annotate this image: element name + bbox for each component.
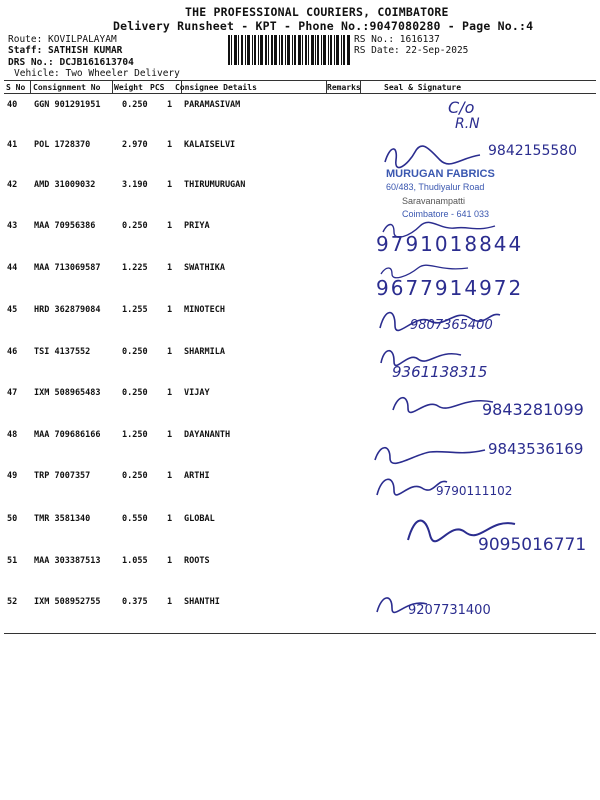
signature-48-scribble (370, 440, 490, 470)
cell-weight: 0.250 (122, 100, 148, 110)
cell-pcs: 1 (167, 263, 173, 273)
col-header-remarks: Remarks (327, 83, 361, 92)
col-divider (112, 80, 113, 93)
cell-consignment: MAA 713069587 (34, 263, 101, 273)
cell-pcs: 1 (167, 140, 173, 150)
cell-consignment: AMD 31009032 (34, 180, 96, 190)
table-row (0, 96, 600, 136)
cell-sno: 40 (7, 100, 18, 110)
col-header-consignee: Consignee Details (175, 83, 257, 92)
staff-label: Staff: SATHISH KUMAR (8, 45, 123, 56)
cell-sno: 42 (7, 180, 18, 190)
col-header-pcs: PCS (150, 83, 165, 92)
signature-40-initials: R.N (455, 116, 480, 132)
phone-52: 9207731400 (408, 603, 491, 618)
rs-number: RS No.: 1616137 (354, 34, 440, 45)
cell-weight: 1.225 (122, 263, 148, 273)
cell-consignment: TMR 3581340 (34, 514, 91, 524)
cell-pcs: 1 (167, 388, 173, 398)
signature-40: C/o (448, 98, 475, 117)
cell-consignment: HRD 362879084 (34, 305, 101, 315)
runsheet-subtitle: Delivery Runsheet - KPT - Phone No.:9047080280 - Page No.:4 (113, 19, 534, 33)
cell-consignment: IXM 508965483 (34, 388, 101, 398)
phone-46: 9361138315 (392, 363, 488, 381)
cell-pcs: 1 (167, 514, 173, 524)
table-row (0, 343, 600, 383)
cell-sno: 45 (7, 305, 18, 315)
cell-sno: 46 (7, 347, 18, 357)
col-divider (30, 80, 31, 93)
cell-pcs: 1 (167, 556, 173, 566)
stamp-line: 60/483, Thudiyalur Road (386, 182, 485, 192)
phone-49: 9790111102 (436, 484, 513, 498)
table-header-rule (4, 93, 596, 94)
cell-pcs: 1 (167, 180, 173, 190)
cell-consignment: TSI 4137552 (34, 347, 91, 357)
cell-sno: 51 (7, 556, 18, 566)
col-header-consignment: Consignment No (33, 83, 101, 92)
cell-consignee: PRIYA (184, 221, 210, 231)
cell-consignee: THIRUMURUGAN (184, 180, 246, 190)
col-header-sno: S No (6, 83, 26, 92)
cell-pcs: 1 (167, 471, 173, 481)
phone-43: 9791018844 (376, 232, 524, 256)
cell-weight: 1.255 (122, 305, 148, 315)
company-title: THE PROFESSIONAL COURIERS, COIMBATORE (185, 5, 449, 19)
cell-weight: 3.190 (122, 180, 148, 190)
col-header-weight: Weight (114, 83, 143, 92)
cell-weight: 2.970 (122, 140, 148, 150)
phone-41: 9842155580 (488, 143, 578, 159)
cell-consignment: TRP 7007357 (34, 471, 91, 481)
table-row (0, 301, 600, 341)
cell-weight: 0.375 (122, 597, 148, 607)
cell-consignee: PARAMASIVAM (184, 100, 241, 110)
phone-45: 9807365400 (410, 318, 493, 333)
cell-consignment: POL 1728370 (34, 140, 91, 150)
phone-48: 9843536169 (488, 440, 584, 458)
signature-41-scribble (380, 140, 490, 170)
cell-pcs: 1 (167, 430, 173, 440)
cell-consignee: SWATHIKA (184, 263, 225, 273)
cell-sno: 43 (7, 221, 18, 231)
cell-weight: 1.055 (122, 556, 148, 566)
cell-pcs: 1 (167, 347, 173, 357)
cell-sno: 48 (7, 430, 18, 440)
vehicle-label: Vehicle: Two Wheeler Delivery (14, 68, 180, 79)
cell-consignee: MINOTECH (184, 305, 225, 315)
cell-pcs: 1 (167, 597, 173, 607)
table-row (0, 593, 600, 633)
table-row (0, 552, 600, 592)
route-label: Route: KOVILPALAYAM (8, 34, 117, 45)
cell-pcs: 1 (167, 305, 173, 315)
cell-consignee: SHARMILA (184, 347, 225, 357)
cell-pcs: 1 (167, 221, 173, 231)
phone-47: 9843281099 (482, 400, 584, 419)
col-header-seal: Seal & Signature (384, 83, 462, 92)
cell-sno: 50 (7, 514, 18, 524)
cell-sno: 41 (7, 140, 18, 150)
cell-consignment: MAA 70956386 (34, 221, 96, 231)
stamp-line: Coimbatore - 641 033 (402, 209, 490, 219)
cell-weight: 0.250 (122, 471, 148, 481)
phone-51: 9095016771 (478, 535, 587, 555)
rs-date: RS Date: 22-Sep-2025 (354, 45, 469, 56)
cell-consignee: ROOTS (184, 556, 210, 566)
stamp-line: MURUGAN FABRICS (386, 168, 495, 180)
cell-sno: 44 (7, 263, 18, 273)
cell-consignee: KALAISELVI (184, 140, 236, 150)
barcode-image (228, 35, 350, 65)
cell-consignment: MAA 709686166 (34, 430, 101, 440)
cell-consignment: MAA 303387513 (34, 556, 101, 566)
cell-sno: 47 (7, 388, 18, 398)
cell-sno: 52 (7, 597, 18, 607)
cell-weight: 0.550 (122, 514, 148, 524)
stamp-line: Saravanampatti (402, 196, 466, 206)
drs-label: DRS No.: DCJB16161370​4 (8, 57, 134, 68)
cell-weight: 0.250 (122, 388, 148, 398)
cell-consignee: DAYANANTH (184, 430, 231, 440)
cell-consignment: GGN 901291951 (34, 100, 101, 110)
cell-weight: 0.250 (122, 347, 148, 357)
cell-pcs: 1 (167, 100, 173, 110)
table-top-rule (4, 80, 596, 81)
cell-consignee: VIJAY (184, 388, 210, 398)
cell-consignee: ARTHI (184, 471, 210, 481)
cell-consignee: GLOBAL (184, 514, 215, 524)
cell-weight: 1.250 (122, 430, 148, 440)
cell-weight: 0.250 (122, 221, 148, 231)
table-bottom-rule (4, 633, 596, 634)
phone-44: 9677914972 (376, 276, 524, 300)
cell-sno: 49 (7, 471, 18, 481)
cell-consignment: IXM 508952755 (34, 597, 101, 607)
cell-consignee: SHANTHI (184, 597, 220, 607)
